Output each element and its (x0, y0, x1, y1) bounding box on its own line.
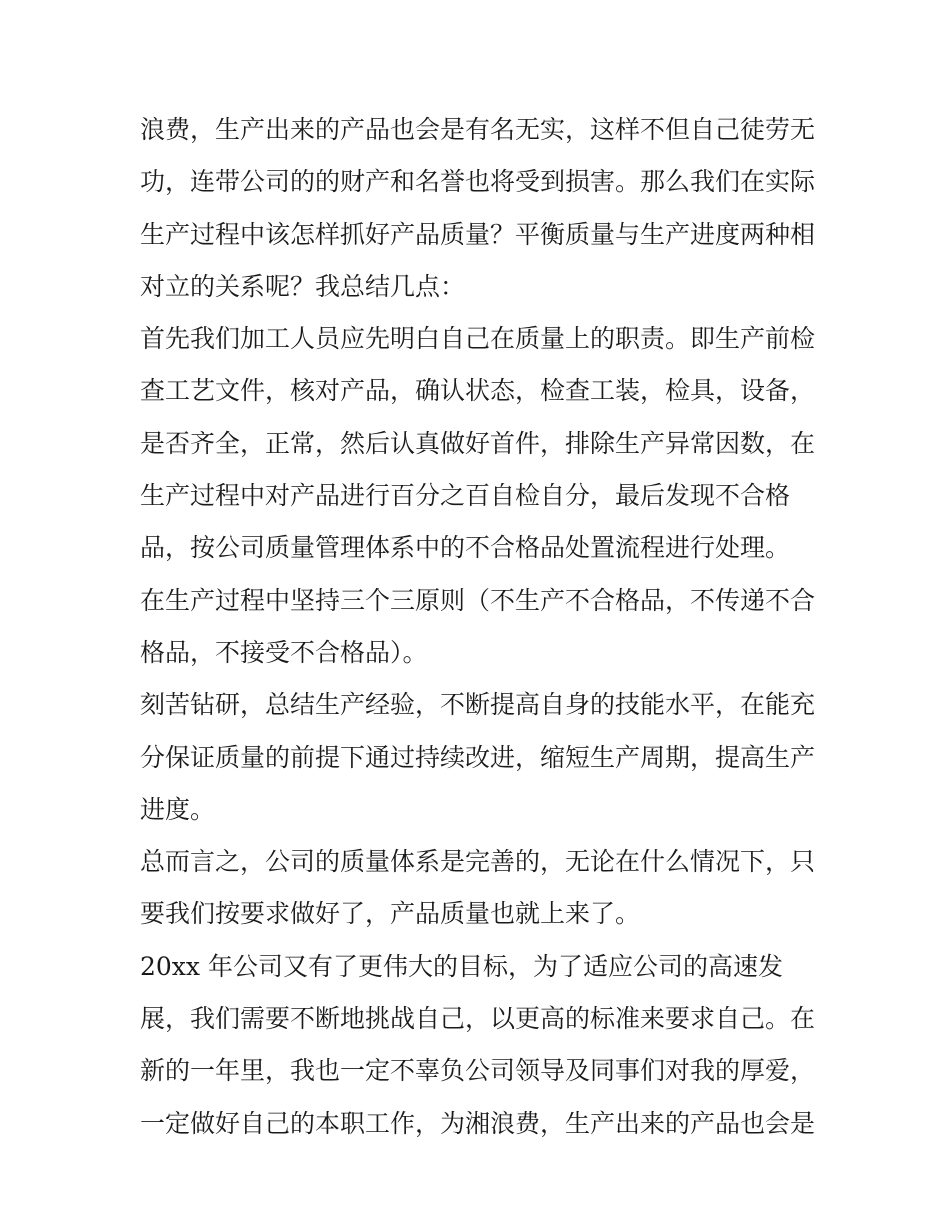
text-line: 总而言之，公司的质量体系是完善的，无论在什么情况下，只 (140, 847, 816, 877)
text-line: 生产过程中该怎样抓好产品质量？平衡质量与生产进度两种相 (140, 219, 816, 249)
text-line: 要我们按要求做好了，产品质量也就上来了。 (140, 899, 641, 929)
text-line: 20xx 年公司又有了更伟大的目标，为了适应公司的高速发 (140, 951, 783, 981)
text-line: 生产过程中对产品进行百分之百自检自分，最后发现不合格 (140, 481, 791, 511)
text-line: 是否齐全，正常，然后认真做好首件，排除生产异常因数，在 (140, 428, 816, 458)
body-text (140, 104, 830, 1150)
text-line: 格品，不接受不合格品）。 (140, 637, 428, 667)
text-line: 新的一年里，我也一定不辜负公司领导及同事们对我的厚爱， (140, 1056, 816, 1086)
text-line: 品，按公司质量管理体系中的不合格品处置流程进行处理。 (140, 533, 791, 563)
text-line: 刻苦钻研，总结生产经验，不断提高自身的技能水平，在能充 (140, 690, 816, 720)
text-line: 分保证质量的前提下通过持续改进，缩短生产周期，提高生产 (140, 742, 816, 772)
text-line: 一定做好自己的本职工作，为湘浪费，生产出来的产品也会是 (140, 1108, 816, 1138)
text-line: 查工艺文件，核对产品，确认状态，检查工装，检具，设备， (140, 376, 816, 406)
text-line: 功，连带公司的的财产和名誉也将受到损害。那么我们在实际 (140, 167, 816, 197)
text-line: 进度。 (140, 794, 216, 824)
text-line: 浪费，生产出来的产品也会是有名无实，这样不但自己徒劳无 (140, 115, 816, 144)
text-line: 在生产过程中坚持三个三原则（不生产不合格品，不传递不合 (140, 585, 816, 615)
text-line: 展，我们需要不断地挑战自己，以更高的标准来要求自己。在 (140, 1004, 816, 1034)
text-line: 首先我们加工人员应先明白自己在质量上的职责。即生产前检 (140, 324, 816, 354)
text-line: 对立的关系呢？我总结几点： (140, 271, 466, 301)
